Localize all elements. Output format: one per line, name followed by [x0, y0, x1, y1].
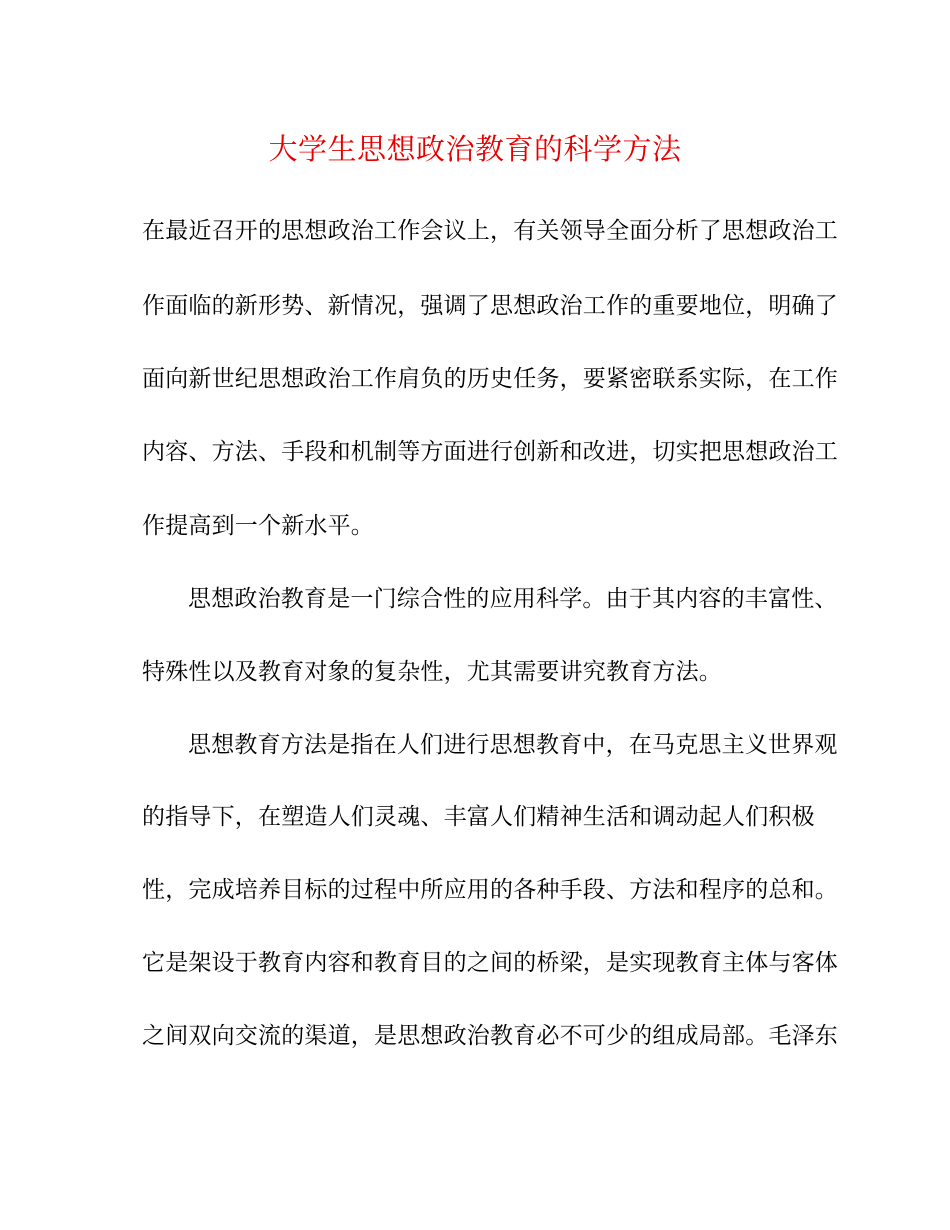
paragraph-line: 的指导下，在塑造人们灵魂、丰富人们精神生活和调动起人们积极 — [142, 804, 815, 830]
paragraph-line: 之间双向交流的渠道，是思想政治教育必不可少的组成局部。毛泽东 — [142, 1023, 838, 1049]
document-title: 大学生思想政治教育的科学方法 — [268, 132, 682, 166]
paragraph-line: 思想教育方法是指在人们进行思想教育中，在马克思主义世界观 — [188, 732, 838, 758]
paragraph-line: 性，完成培养目标的过程中所应用的各种手段、方法和程序的总和。 — [142, 877, 838, 903]
paragraph-line: 在最近召开的思想政治工作会议上，有关领导全面分析了思想政治工 — [142, 218, 838, 244]
paragraph-line: 思想政治教育是一门综合性的应用科学。由于其内容的丰富性、 — [188, 586, 838, 612]
paragraph-line: 面向新世纪思想政治工作肩负的历史任务，要紧密联系实际，在工作 — [142, 366, 838, 392]
paragraph-line: 作提高到一个新水平。 — [142, 513, 374, 539]
paragraph-line: 特殊性以及教育对象的复杂性，尤其需要讲究教育方法。 — [142, 659, 722, 685]
paragraph-line: 内容、方法、手段和机制等方面进行创新和改进，切实把思想政治工 — [142, 439, 838, 465]
paragraph-line: 它是架设于教育内容和教育目的之间的桥梁，是实现教育主体与客体 — [142, 950, 838, 976]
paragraph-line: 作面临的新形势、新情况，强调了思想政治工作的重要地位，明确了 — [142, 293, 838, 319]
